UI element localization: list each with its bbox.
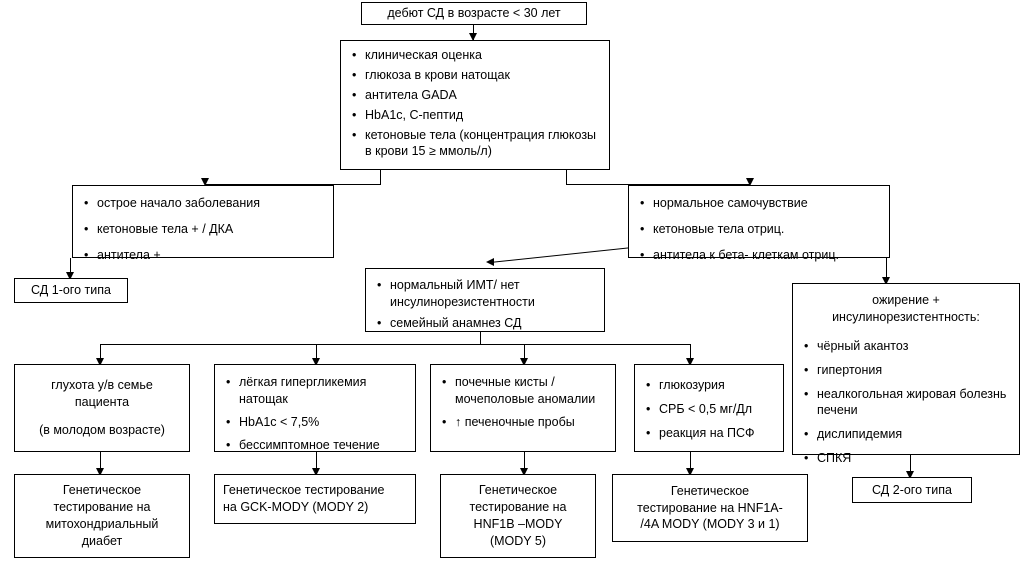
node-type-2-diabetes[interactable] [852,477,972,503]
node-start[interactable] [361,2,587,25]
gck-line: на GCK-MODY (MODY 2) [223,499,369,514]
node-start-label: дебют СД в возрасте < 30 лет [387,6,561,21]
node-type1-label: СД 1-ого типа [31,283,111,298]
gck-line: Генетическое тестирование [223,483,385,497]
mito-line: диабет [81,533,123,548]
mito-line: Генетическое [62,483,142,498]
hnf1a-line: Генетическое [670,483,750,498]
connector-assessment-left-v [380,170,381,184]
deafness-line: пациента [74,394,130,409]
list-item: • ↑ печеночные пробы [439,414,607,431]
deafness-line: глухота у/в семье [51,377,153,392]
node-initial-assessment[interactable] [340,40,610,170]
node-normal-bmi[interactable] [365,268,605,332]
list-item: • кетоновые тела (концентрация глюкозы в крови 15 ≥ ммоль/л) [349,127,601,161]
glucosuria-list [643,377,775,442]
mito-line: митохондриальный [45,517,159,531]
list-item: • глюкозурия [643,377,775,394]
list-item: • HbA1c, C-пептид [349,107,601,124]
node-type-1-diabetes[interactable] [14,278,128,303]
node-glucosuria[interactable] [634,364,784,452]
hnf1b-line: (MODY 5) [489,533,547,548]
connector-normalbmi-bus [100,344,690,345]
list-item: • антитела GADA [349,87,601,104]
deafness-line: (в молодом возрасте) [39,423,165,438]
hnf1b-line: HNF1B –MODY [473,517,563,531]
obesity-list [801,338,1011,467]
list-item: • лёгкая гипергликемия натощак [223,374,407,408]
node-hnf1b-mody-test[interactable] [440,474,596,558]
node-normal-wellbeing[interactable] [628,185,890,262]
acute-list [81,195,325,264]
list-item: • глюкоза в крови натощак [349,67,601,84]
node-type2-label: СД 2-ого типа [872,482,952,497]
list-item: • бессимптомное течение [223,437,407,454]
node-mild-hyperglycemia[interactable] [214,364,416,452]
node-mitochondrial-test[interactable] [14,474,190,558]
list-item: • чёрный акантоз [801,338,1011,355]
node-acute-onset[interactable] [72,185,334,262]
list-item: • острое начало заболевания [81,195,325,212]
list-item: • дислипидемия [801,426,1011,443]
assessment-list [349,47,601,160]
node-deafness[interactable] [14,364,190,452]
node-renal-cysts[interactable] [430,364,616,452]
list-item: • почечные кисты / мочеполовые аномалии [439,374,607,408]
list-item: • нормальный ИМТ/ нет инсулинорезистентности [374,277,596,311]
list-item: • HbA1c < 7,5% [223,414,407,431]
hnf1a-line: /4A MODY (MODY 3 и 1) [640,517,780,532]
obesity-heading: ожирение + инсулинорезистентность: [832,293,980,324]
list-item: • СРБ < 0,5 мг/Дл [643,401,775,418]
list-item: • нормальное самочувствие [637,195,881,212]
normal-list [637,195,881,264]
node-gck-mody-test[interactable] [214,474,416,524]
list-item: • гипертония [801,362,1011,379]
list-item: • антитела + [81,247,325,264]
list-item: • кетоновые тела отриц. [637,221,881,238]
list-item: • неалкогольная жировая болезнь печени [801,386,1011,420]
list-item: • кетоновые тела + / ДКА [81,221,325,238]
list-item: • клиническая оценка [349,47,601,64]
list-item: • антитела к бета- клеткам отриц. [637,247,881,264]
arrowhead-normalbmi [486,258,494,266]
connector-normalbmi-stem [480,332,481,344]
hnf1a-line: тестирование на HNF1A- [637,500,783,515]
mild-hyper-list [223,374,407,454]
list-item: • СПКЯ [801,450,1011,467]
node-obesity[interactable] [792,283,1020,466]
list-item: • реакция на ПСФ [643,425,775,442]
hnf1b-line: тестирование на [469,500,567,515]
mito-line: тестирование на [53,500,151,515]
list-item: • семейный анамнез СД [374,315,596,332]
connector-assessment-right-v [566,170,567,184]
hnf1b-line: Генетическое [478,483,558,498]
renal-list [439,374,607,431]
normal-bmi-list [374,277,596,332]
node-hnf1a-mody-test[interactable] [612,474,808,542]
